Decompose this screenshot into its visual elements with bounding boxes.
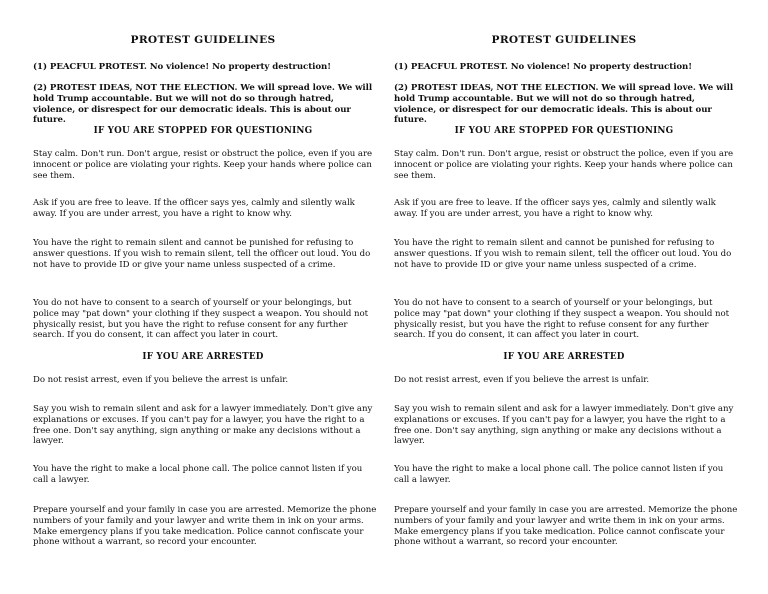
heading-if-arrested: IF YOU ARE ARRESTED (142, 352, 264, 362)
stopped-paragraph-free-to-leave: Ask if you are free to leave. If the officer says yes, calmly and silently walk away. If you are under arrest, you have a right to know why. (394, 198, 716, 219)
stopped-paragraph-stay-calm: Stay calm. Don't run. Don't argue, resist or obstruct the police, even if you are innocent or police are violating your rights. Keep your hands where police can see them. (394, 149, 734, 181)
rule-protest-ideas: (2) PROTEST IDEAS, NOT THE ELECTION. We will spread love. We will hold Trump accountable. But we will not do so through hatred, violence, or disrespect for our democratic ideals. This is about our future. (33, 83, 373, 126)
heading-if-arrested: IF YOU ARE ARRESTED (503, 352, 625, 362)
stopped-paragraph-search-consent: You do not have to consent to a search of yourself or your belongings, but police may "pat down" your clothing if they suspect a weapon. You should not physically resist, but you have the right to refuse consent for any further search. If you do consent, it can affect you later in court. (33, 298, 369, 341)
heading-stopped-for-questioning: IF YOU ARE STOPPED FOR QUESTIONING (454, 126, 674, 136)
stopped-paragraph-free-to-leave: Ask if you are free to leave. If the officer says yes, calmly and silently walk away. If you are under arrest, you have a right to know why. (33, 198, 355, 219)
stopped-paragraph-stay-calm: Stay calm. Don't run. Don't argue, resist or obstruct the police, even if you are innocent or police are violating your rights. Keep your hands where police can see them. (33, 149, 373, 181)
rule-peaceful-protest: (1) PEACFUL PROTEST. No violence! No property destruction! (394, 62, 692, 72)
page-title: PROTEST GUIDELINES (491, 34, 637, 46)
stopped-paragraph-remain-silent: You have the right to remain silent and cannot be punished for refusing to answer questions. If you wish to remain silent, tell the officer out loud. You do not have to provide ID or give your name unless suspected of a crime. (394, 238, 732, 270)
arrested-paragraph-phone-call: You have the right to make a local phone call. The police cannot listen if you call a lawyer. (394, 464, 724, 485)
rule-peaceful-protest: (1) PEACFUL PROTEST. No violence! No property destruction! (33, 62, 331, 72)
arrested-paragraph-prepare-family: Prepare yourself and your family in case you are arrested. Memorize the phone numbers of your family and your lawyer and write them in ink on your arms. Make emergency plans if you take medication. Police cannot confiscate your phone without a warrant, so record your encounter. (33, 505, 377, 548)
stopped-paragraph-search-consent: You do not have to consent to a search of yourself or your belongings, but police may "pat down" your clothing if they suspect a weapon. You should not physically resist, but you have the right to refuse consent for any further search. If you do consent, it can affect you later in court. (394, 298, 730, 341)
arrested-paragraph-phone-call: You have the right to make a local phone call. The police cannot listen if you call a lawyer. (33, 464, 363, 485)
rule-protest-ideas: (2) PROTEST IDEAS, NOT THE ELECTION. We will spread love. We will hold Trump accountable. But we will not do so through hatred, violence, or disrespect for our democratic ideals. This is about our future. (394, 83, 734, 126)
arrested-paragraph-do-not-resist: Do not resist arrest, even if you believe the arrest is unfair. (394, 375, 650, 385)
arrested-paragraph-ask-for-lawyer: Say you wish to remain silent and ask for a lawyer immediately. Don't give any explanations or excuses. If you can't pay for a lawyer, you have the right to a free one. Don't say anything, sign anything or make any decisions without a lawyer. (33, 404, 373, 447)
arrested-paragraph-prepare-family: Prepare yourself and your family in case you are arrested. Memorize the phone numbers of your family and your lawyer and write them in ink on your arms. Make emergency plans if you take medication. Police cannot confiscate your phone without a warrant, so record your encounter. (394, 505, 738, 548)
page-title: PROTEST GUIDELINES (130, 34, 276, 46)
guidelines-column-right (394, 0, 739, 594)
guidelines-column-left (33, 0, 378, 594)
stopped-paragraph-remain-silent: You have the right to remain silent and cannot be punished for refusing to answer questions. If you wish to remain silent, tell the officer out loud. You do not have to provide ID or give your name unless suspected of a crime. (33, 238, 371, 270)
arrested-paragraph-do-not-resist: Do not resist arrest, even if you believe the arrest is unfair. (33, 375, 289, 385)
heading-stopped-for-questioning: IF YOU ARE STOPPED FOR QUESTIONING (93, 126, 313, 136)
arrested-paragraph-ask-for-lawyer: Say you wish to remain silent and ask for a lawyer immediately. Don't give any explanations or excuses. If you can't pay for a lawyer, you have the right to a free one. Don't say anything, sign anything or make any decisions without a lawyer. (394, 404, 734, 447)
